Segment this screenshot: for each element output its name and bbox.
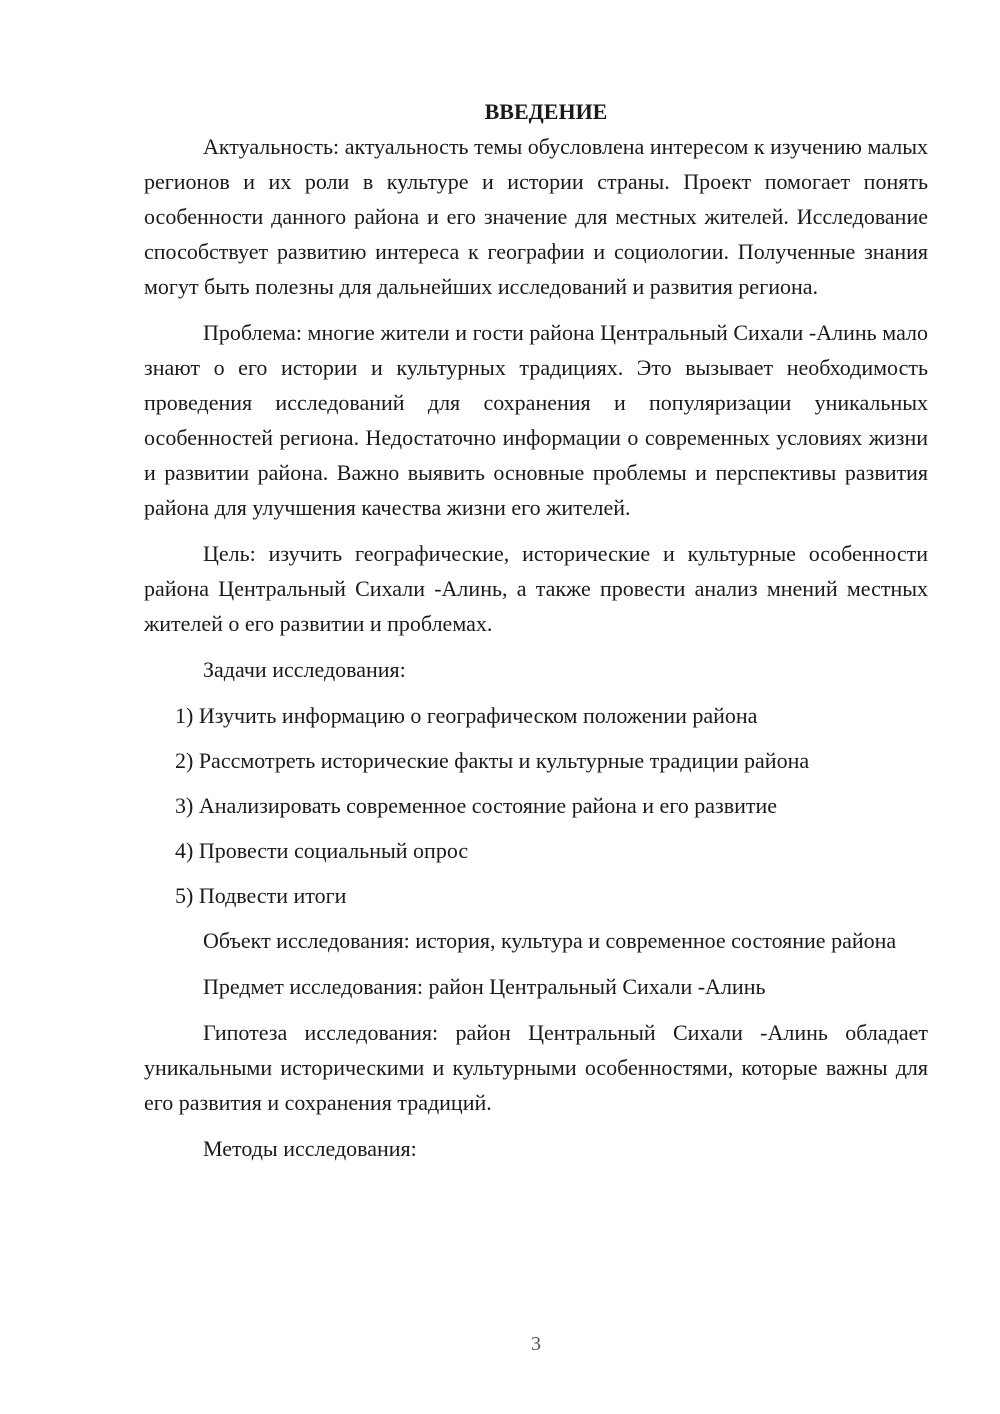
methods-heading: Методы исследования: xyxy=(203,1136,417,1161)
paragraph-relevance: Актуальность: актуальность темы обусловлена интересом к изучению малых регионов и их роли в культуре и истории страны. Проект помогает понять особенности данного района и его значение для местных жителей. Исследование способствует развитию интереса к географии и социологии. Полученные знания могут быть полезны для дальнейших исследований и развития региона. xyxy=(144,134,928,299)
paragraph-goal: Цель: изучить географические, исторические и культурные особенности района Центральный Сихали -Алинь, а также провести анализ мнений местных жителей о его развитии и проблемах. xyxy=(144,541,928,636)
task-item-3: 3) Анализировать современное состояние района и его развитие xyxy=(175,793,778,818)
paragraph-hypothesis: Гипотеза исследования: район Центральный Сихали -Алинь обладает уникальными историческими и культурными особенностями, которые важны для его развития и сохранения традиций. xyxy=(144,1020,928,1115)
document-page xyxy=(144,94,928,1177)
paragraph-object: Объект исследования: история, культура и современное состояние района xyxy=(203,928,897,953)
task-item-5: 5) Подвести итоги xyxy=(175,883,347,908)
tasks-heading: Задачи исследования: xyxy=(203,657,406,682)
paragraph-problem: Проблема: многие жители и гости района Центральный Сихали -Алинь мало знают о его истории и культурных традициях. Это вызывает необходимость проведения исследований для сохранения и популяризации уникальных особенностей региона. Недостаточно информации о современных условиях жизни и развитии района. Важно выявить основные проблемы и перспективы развития района для улучшения качества жизни его жителей. xyxy=(144,320,928,520)
section-title: ВВЕДЕНИЕ xyxy=(484,99,608,124)
task-item-4: 4) Провести социальный опрос xyxy=(175,838,469,863)
task-item-2: 2) Рассмотреть исторические факты и культурные традиции района xyxy=(175,748,810,773)
page-number: 3 xyxy=(531,1333,541,1355)
task-item-1: 1) Изучить информацию о географическом положении района xyxy=(175,703,758,728)
paragraph-subject: Предмет исследования: район Центральный Сихали -Алинь xyxy=(203,974,766,999)
